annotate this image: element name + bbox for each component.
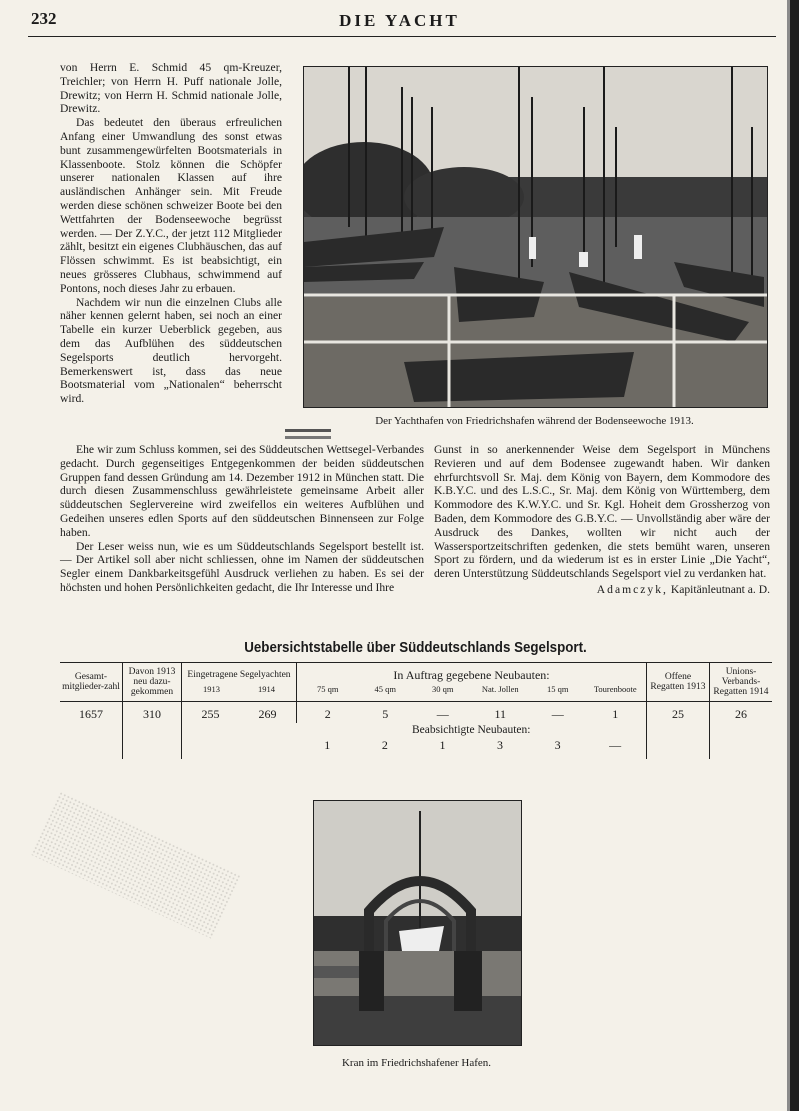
page-edge bbox=[790, 0, 799, 1111]
paragraph: Das bedeutet den überaus erfreulichen Anfang einer Umwandlung des sonst etwas bunt zusammengewürfelten Bootsmaterials in Klassenboote. Stolz können die Schöpfer unserer nationalen Klassen auf ihre ausländischen Anhänger sein. Mit Freude werden diese schönen schweizer Boote bei den Wettfahrten der Bodenseewoche begrüsst werden. — Der Z.Y.C., der jetzt 112 Mitglieder zählt, besitzt ein eigenes Clubhäuschen, das auf Flössen schwimmt. Es ist beabsichtigt, ein neues grösseres Clubhaus, schwimmend auf Pontons, noch dieses Jahr zu erbauen. bbox=[60, 116, 282, 295]
table-title: Uebersichtstabelle über Süddeutschlands Segelsport. bbox=[244, 640, 587, 656]
registered-label: Eingetragene Segelyachten bbox=[187, 670, 291, 680]
registered-values bbox=[182, 707, 296, 722]
ordered-value: 2 bbox=[324, 707, 331, 721]
ordered-value: — bbox=[551, 707, 564, 721]
article-body-left bbox=[60, 443, 424, 595]
col-ordered-header bbox=[297, 663, 647, 702]
table-values-row bbox=[60, 702, 772, 724]
author-name: Adamczyk, bbox=[596, 582, 668, 596]
col-union-regattas-header: Unions-Verbands-Regatten 1914 bbox=[710, 663, 773, 702]
paragraph: Nachdem wir nun die einzelnen Clubs alle näher kennen gelernt haben, sei noch an einer Tabelle ein kurzer Ueberblick gegeben, aus dem das Aufblühen des süddeutschen Segelsports deutlich hervorgeht. Bemerkenswert ist, dass das neue Bootsmaterial vom „Nationalen“ beherrscht wird. bbox=[60, 295, 282, 406]
cell-reg-1914: 269 bbox=[258, 707, 277, 721]
class-label: 30 qm bbox=[432, 684, 454, 694]
cell-open-regattas: 25 bbox=[647, 702, 710, 760]
paragraph: Gunst in so anerkennender Weise dem Segelsport in Münchens Revieren und auf dem Bodensee zugewandt haben. Wir danken ehrfurchtsvoll Sr. Maj. dem König von Bayern, dem Kommodore des K.B.Y.C. und des L.S.C., Sr. Maj. dem König von Württemberg, dem Kommodore des K.W.Y.C. und Sr. Kgl. Hoheit dem Grossherzog von Baden, dem Kommodore des G.B.Y.C. — Unvollständig aber wäre der Ausdruck des Dankes, wollten wir nicht auch der Wassersportzeitschriften gedenken, die stets bemüht waren, unseren Sport zu fördern, und da wiederum ist es in erster Linie „Die Yacht“, deren Unterstützung Süddeutschlands Segelsport viel zu verdanken hat. bbox=[434, 443, 770, 581]
ordered-value: 5 bbox=[382, 707, 389, 721]
planned-value: 2 bbox=[381, 738, 388, 752]
class-label: 45 qm bbox=[374, 684, 396, 694]
ordered-values bbox=[299, 707, 644, 722]
class-label: Tourenboote bbox=[593, 684, 637, 694]
cell-registered bbox=[182, 702, 297, 760]
scan-noise bbox=[31, 791, 242, 939]
left-column bbox=[60, 61, 282, 406]
author-rank: Kapitänleutnant a. D. bbox=[670, 582, 770, 596]
harbor-photo bbox=[303, 66, 768, 408]
col-open-regattas-header: Offene Regatten 1913 bbox=[647, 663, 710, 702]
author-signature bbox=[434, 583, 770, 597]
cell-planned bbox=[297, 737, 647, 759]
class-labels bbox=[299, 684, 644, 694]
photo-caption: Kran im Friedrichshafener Hafen. bbox=[341, 1057, 492, 1069]
year-label: 1914 bbox=[258, 684, 275, 694]
registered-years bbox=[184, 684, 294, 694]
overview-table bbox=[60, 662, 772, 759]
crane-photo bbox=[313, 800, 522, 1046]
paragraph: Der Leser weiss nun, wie es um Süddeutschlands Segelsport bestellt ist. — Der Artikel soll aber nicht schliessen, ohne im Namen der süddeutschen Segler einem Dankbarkeitsgefühl Ausdruck verliehen zu haben. Es sei der höchsten und hohen Persönlichkeiten gedacht, die Ihr Interesse und Ihre bbox=[60, 539, 424, 594]
header-rule bbox=[28, 36, 776, 37]
cell-members: 1657 bbox=[79, 707, 103, 721]
col-members-header: Gesamt-mitglieder-zahl bbox=[60, 663, 123, 702]
planned-value: 3 bbox=[497, 738, 504, 752]
paragraph: Ehe wir zum Schluss kommen, sei des Süddeutschen Wettsegel-Verbandes gedacht. Durch gegenseitiges Entgegenkommen der beiden süddeutschen Gruppen fand dessen Gründung am 14. Dezember 1912 in München statt. Die durch diesen Zusammenschluss gewährleistete gemeinsame Arbeit aller süddeutschen Seglervereine wird zweifellos ein weiteres Aufblühen und Gedeihen unseres edlen Sports auf den süddeutschen Binnenseen zur Folge haben. bbox=[60, 443, 424, 539]
article-body-right bbox=[434, 443, 770, 597]
ordered-value: — bbox=[436, 707, 449, 721]
photo-caption: Der Yachthafen von Friedrichshafen während der Bodenseewoche 1913. bbox=[375, 415, 694, 427]
ordered-label: In Auftrag gegebene Neubauten: bbox=[393, 668, 550, 682]
planned-values bbox=[299, 738, 645, 753]
ordered-value: 1 bbox=[612, 707, 619, 721]
class-label: Nat. Jollen bbox=[481, 684, 519, 694]
planned-label: Beabsichtigte Neubauten: bbox=[412, 724, 531, 736]
cell-union-regattas: 26 bbox=[710, 702, 773, 760]
journal-title: DIE YACHT bbox=[339, 11, 460, 30]
col-registered-header bbox=[182, 663, 297, 702]
ink-stamp-mark bbox=[283, 425, 333, 443]
table-header-row bbox=[60, 663, 772, 702]
planned-value: 3 bbox=[554, 738, 561, 752]
planned-value: — bbox=[609, 738, 622, 752]
cell-reg-1913: 255 bbox=[201, 707, 220, 721]
class-label: 75 qm bbox=[317, 684, 339, 694]
page-number: 232 bbox=[31, 9, 57, 28]
planned-value: 1 bbox=[324, 738, 331, 752]
paragraph: von Herrn E. Schmid 45 qm-Kreuzer, Treichler; von Herrn H. Puff nationale Jolle, Drewitz; von Herrn H. Schmid nationale Jolle, Drewitz. bbox=[60, 61, 282, 116]
year-label: 1913 bbox=[203, 684, 220, 694]
cell-added: 310 bbox=[123, 702, 182, 760]
class-label: 15 qm bbox=[547, 684, 569, 694]
cell-ordered bbox=[297, 702, 647, 724]
ordered-value: 11 bbox=[494, 707, 507, 721]
planned-value: 1 bbox=[439, 738, 446, 752]
col-added-header: Davon 1913 neu dazu-gekommen bbox=[123, 663, 182, 702]
